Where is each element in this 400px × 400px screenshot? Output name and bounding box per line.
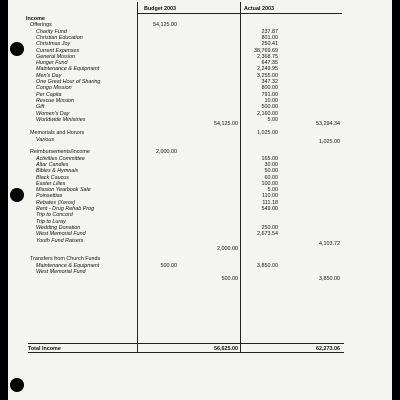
budget-header: Budget 2003 [144, 6, 177, 12]
reimbursement-item-name: Trip to Luray [36, 218, 66, 225]
total-rule [28, 343, 344, 344]
offering-item-name: Charity Fund [36, 28, 67, 35]
punch-hole-bottom [10, 378, 24, 392]
offering-item-name: Per Capita [36, 91, 62, 98]
reimbursement-item-name: Easter Lilies [36, 180, 66, 187]
offering-item-name: Congo Mission [36, 85, 72, 92]
memorial-item-name: Various [36, 136, 55, 143]
header-underline [137, 13, 240, 14]
offering-item-name: Women's Day [36, 110, 70, 117]
offering-item-name: One Great Hour of Sharing [36, 79, 101, 85]
total-double-rule [28, 352, 344, 353]
offerings-label: Offerings [30, 22, 52, 29]
reimbursement-item-name: Rent - Drug Rehab Prog [36, 206, 95, 212]
offerings-actual-total: 53,294.34 [316, 121, 340, 128]
reimbursement-item-actual: 2,673.54 [257, 231, 278, 238]
offering-item-name: Worldwide Ministries [36, 116, 86, 123]
income-heading: Income [26, 16, 45, 22]
reimbursements-budget: 2,000.00 [156, 149, 177, 156]
offering-item-actual: 3,255.00 [257, 72, 278, 79]
offering-item-name: Men's Day [36, 72, 62, 79]
offering-item-name: Current Expenses [36, 47, 80, 54]
reimbursements-budget-total: 2,000.00 [217, 245, 238, 252]
budget-column-right-rule [240, 2, 241, 352]
document-page [8, 0, 392, 400]
total-income-actual: 62,273.06 [316, 346, 340, 352]
budget-column-left-rule [137, 2, 138, 352]
reimbursement-item-actual: 60.00 [264, 174, 278, 181]
reimbursement-item-name: Black Caucus [36, 174, 69, 181]
reimbursement-item-actual: 30.00 [264, 161, 278, 168]
reimbursement-item-actual: 110.00 [261, 193, 278, 200]
offering-item-actual: 801.00 [261, 34, 278, 41]
reimbursement-item-name: West Memorial Fund [36, 231, 86, 238]
reimbursement-item-name: Altar Candles [36, 161, 69, 168]
offering-item-actual: 2,368.75 [257, 53, 278, 60]
offering-item-actual: 10.00 [264, 97, 278, 104]
actual-header-underline [241, 13, 342, 14]
offering-item-actual: 38,769.69 [254, 47, 278, 54]
offering-item-actual: 647.35 [261, 60, 278, 67]
offering-item-name: General Mission [36, 53, 75, 60]
offering-item-name: Gift [36, 104, 45, 111]
punch-hole-top [10, 42, 24, 56]
offering-item-name: Christian Education [36, 34, 83, 41]
reimbursement-item-actual: 549.00 [261, 206, 278, 212]
transfers-label: Transfers from Church Funds [30, 256, 101, 263]
reimbursement-item-actual: 5.00 [267, 187, 278, 194]
total-income-label: Total Income [28, 346, 61, 352]
actual-header: Actual 2003 [244, 6, 274, 12]
reimbursement-item-actual: 111.18 [262, 199, 278, 206]
memorials-actual-total: 1,025.00 [319, 138, 340, 145]
transfer-item-name: Maintenance & Equipment [36, 262, 100, 269]
offering-item-actual: 500.00 [261, 104, 278, 111]
reimbursement-item-name: Poinsettias [36, 193, 63, 200]
transfers-budget-total: 500.00 [221, 276, 238, 283]
reimbursement-item-name: Activities Committee [36, 155, 85, 162]
transfer-item-budget: 500.00 [160, 262, 177, 269]
offering-item-name: Hunger Fund [36, 60, 68, 67]
offering-item-actual: 2,249.95 [257, 66, 278, 73]
offering-item-actual: 791.00 [261, 91, 278, 98]
offerings-budget-total: 54,125.00 [214, 121, 238, 128]
reimbursement-item-actual: 100.00 [261, 180, 278, 187]
total-income-budget: 56,625.00 [214, 346, 238, 352]
offering-item-actual: 2,160.00 [257, 110, 278, 117]
punch-hole-middle [10, 188, 24, 202]
memorial-item-actual: 1,025.00 [257, 130, 278, 137]
transfers-actual-total: 3,850.00 [319, 276, 340, 283]
reimbursements-actual-total: 4,103.72 [319, 240, 340, 247]
offering-item-name: Maintenance & Equipment [36, 66, 100, 73]
offering-item-actual: 250.41 [261, 41, 278, 48]
offering-item-name: Rescue Mission [36, 97, 75, 104]
reimbursement-item-name: Youth Fund Raisers [36, 237, 84, 244]
reimbursement-item-name: Trip to Concord [36, 212, 73, 219]
reimbursement-item-actual: 165.00 [261, 155, 278, 162]
reimbursement-item-actual: 50.00 [264, 168, 278, 175]
offering-item-actual: 237.87 [261, 28, 278, 35]
reimbursement-item-name: Rebates (Xerox) [36, 199, 76, 206]
offering-item-name: Christmas Joy [36, 41, 71, 48]
transfer-item-name: West Memorial Fund [36, 269, 86, 275]
offering-item-actual: 5.00 [267, 116, 278, 123]
transfer-item-actual: 3,850.00 [257, 262, 278, 269]
memorials-label: Memorials and Honors [30, 130, 85, 137]
offering-item-actual: 347.32 [261, 79, 278, 85]
offering-item-actual: 800.00 [261, 85, 278, 92]
reimbursement-item-name: Wedding Donation [36, 224, 81, 231]
reimbursement-item-name: Bibles & Hymnals [36, 168, 79, 175]
reimbursement-item-name: Mission Yearbook Sale [36, 187, 91, 194]
reimbursement-item-actual: 250.00 [261, 224, 278, 231]
offerings-budget: 54,125.00 [153, 22, 177, 29]
reimbursements-label: Reimbursements/Income [30, 149, 90, 156]
